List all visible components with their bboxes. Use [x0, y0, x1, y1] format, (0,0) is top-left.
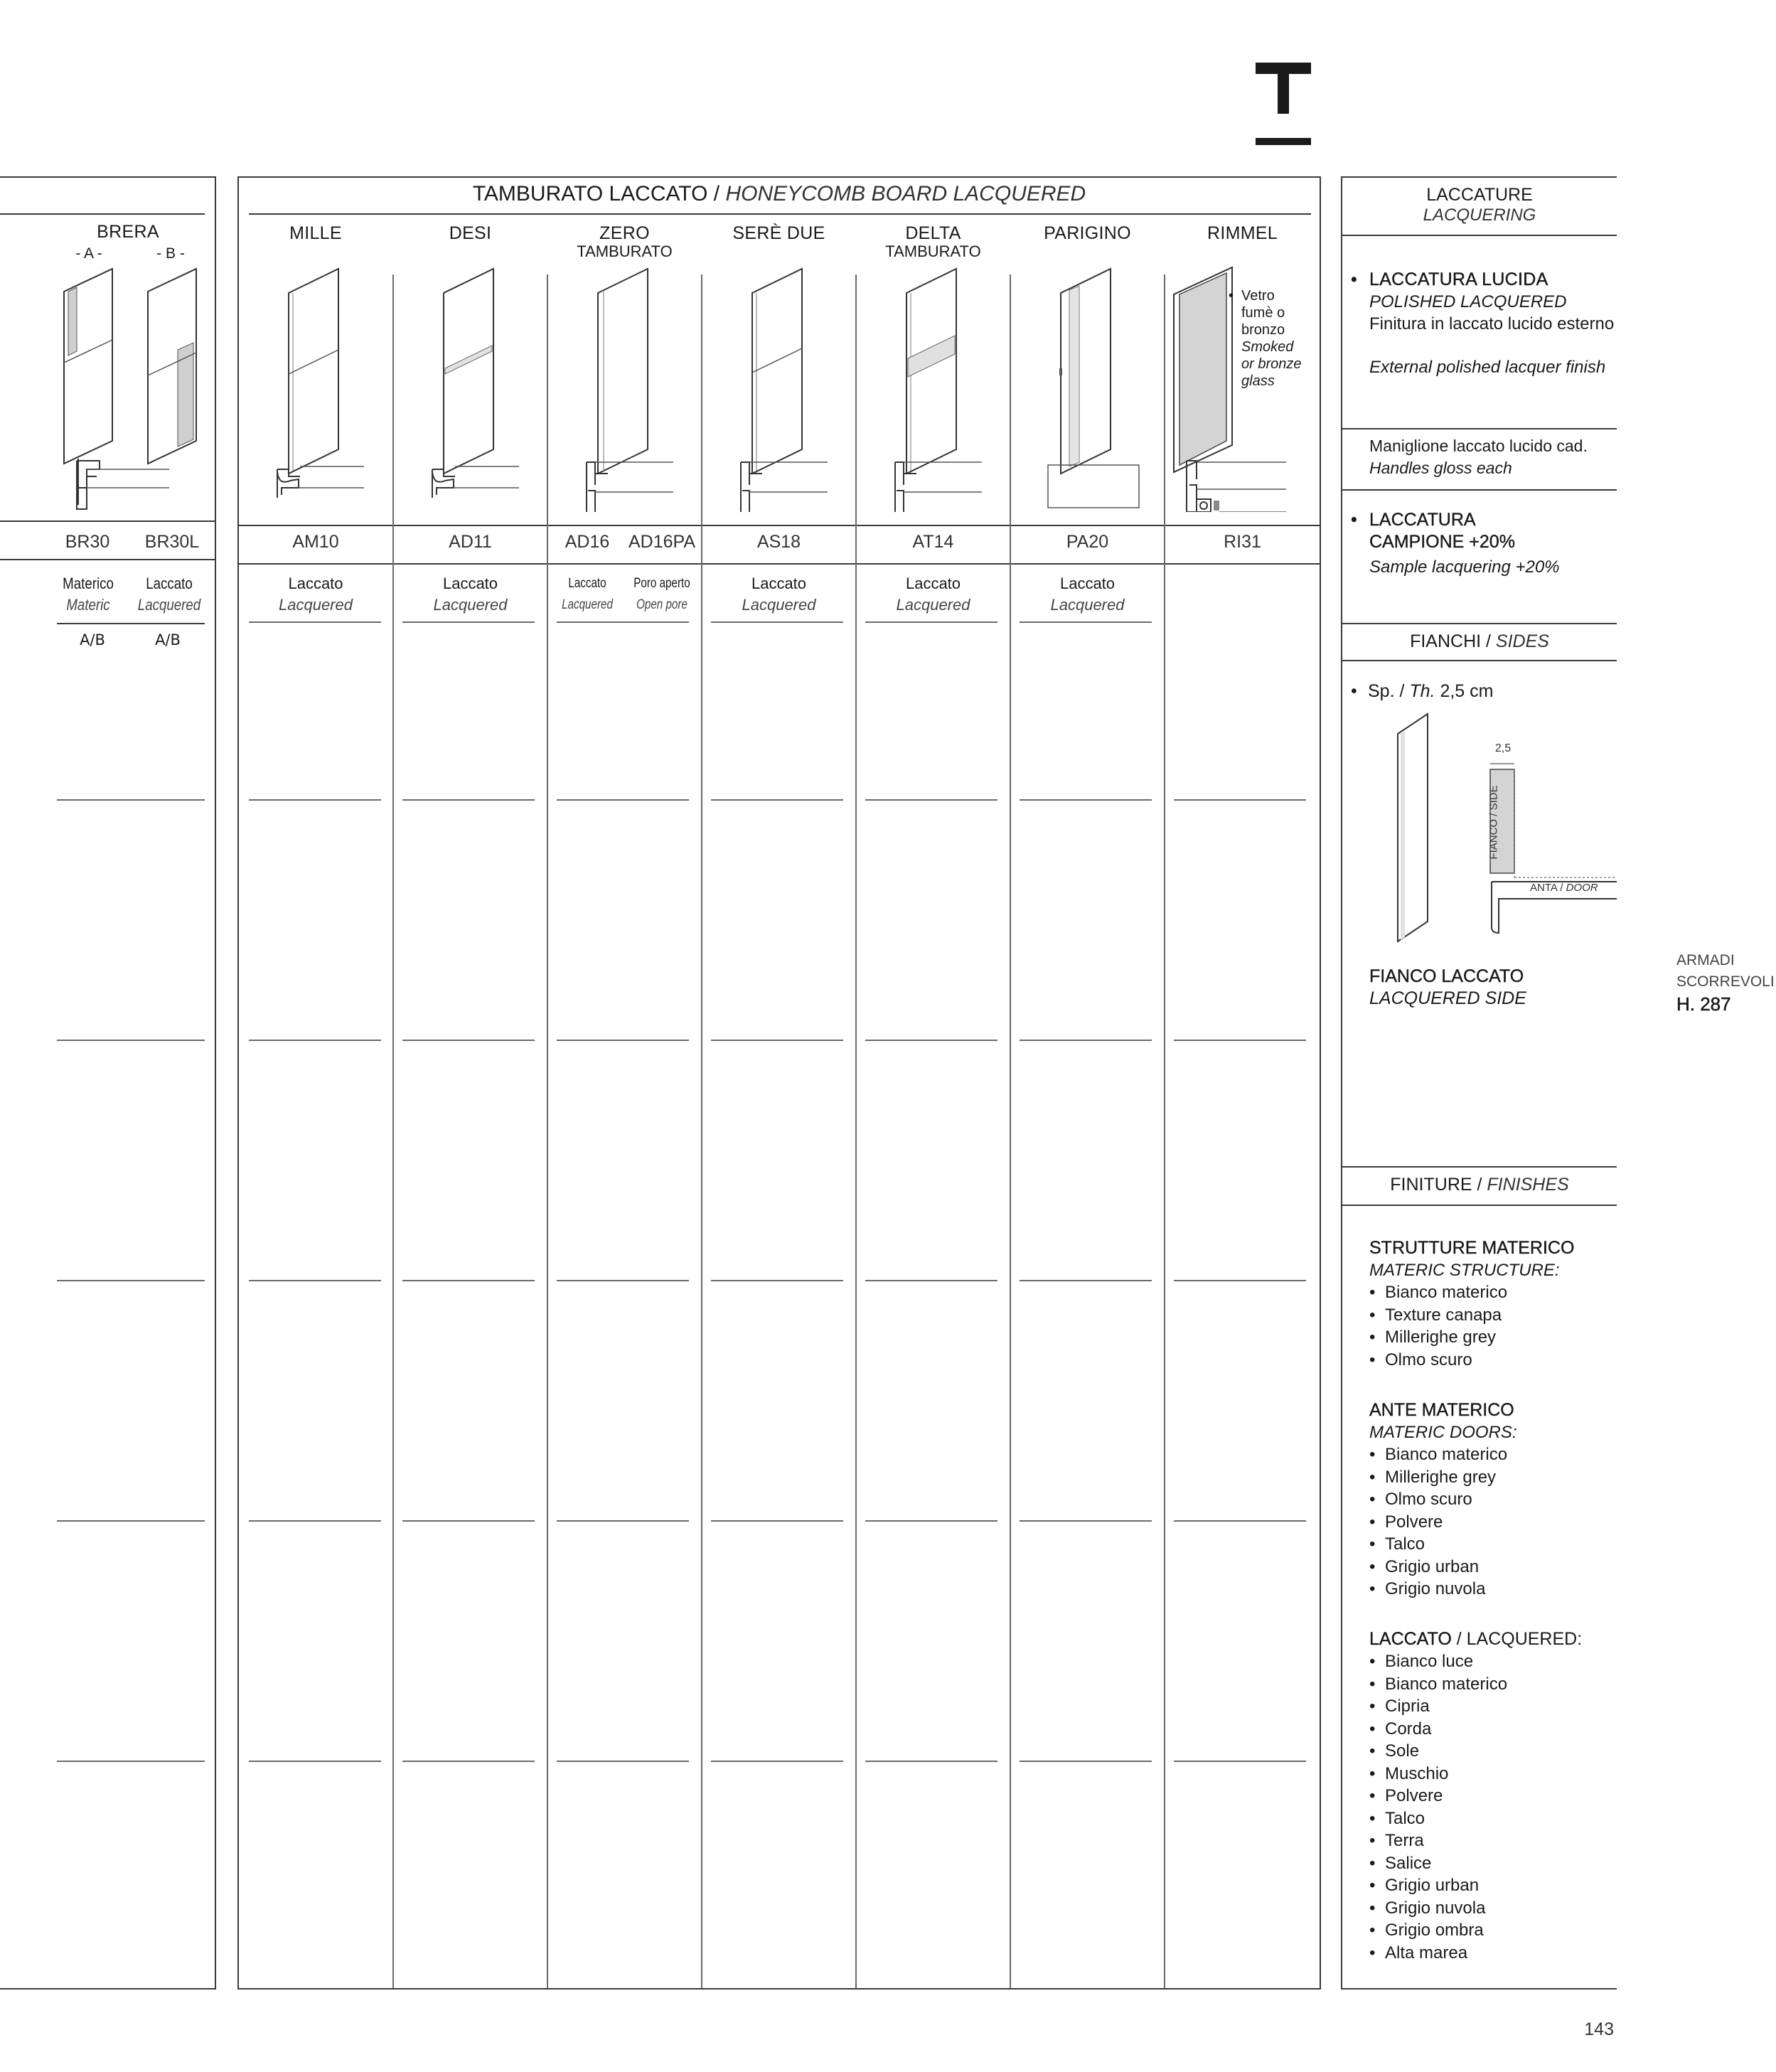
brera-profile-drawing — [71, 455, 171, 512]
main-title: TAMBURATO LACCATO / HONEYCOMB BOARD LACQUERED — [472, 182, 1086, 205]
brera-ab-b: A/B — [155, 631, 181, 648]
door-drawing-parigino — [1011, 263, 1164, 512]
finish-item: • Grigio urban — [1369, 1556, 1617, 1579]
code-at14: AT14 — [912, 532, 954, 552]
finish-item: • Bianco materico — [1369, 1443, 1617, 1466]
brera-ab-a: A/B — [80, 631, 105, 648]
fianchi-header: FIANCHI / SIDES — [1410, 631, 1549, 651]
ante-materico: ANTE MATERICO MATERIC DOORS: • Bianco materico • Millerighe grey • Olmo scuro • Polvere • Talco • Grigio urban • Grigio nuvola — [1369, 1399, 1617, 1601]
brera-variant-b: - B - — [156, 245, 185, 262]
finish-item: • Millerighe grey — [1369, 1326, 1617, 1349]
laccature-header: LACCATURE LACQUERING — [1423, 185, 1536, 225]
code-pa20: PA20 — [1066, 532, 1109, 552]
anta-door-label: ANTA / DOOR — [1530, 882, 1598, 894]
fianchi-thickness: • Sp. / Th. 2,5 cm — [1351, 681, 1617, 702]
col-name-rimmel: RIMMEL — [1207, 223, 1278, 243]
brera-variant-a: - A - — [75, 245, 102, 262]
col-name-desi: DESI — [449, 223, 492, 243]
door-drawing-zero — [548, 263, 701, 512]
code-br30: BR30 — [65, 532, 110, 552]
door-drawing-sere-due — [702, 263, 855, 512]
maniglione-note: Maniglione laccato lucido cad. Handles gloss each — [1369, 437, 1588, 477]
finish-desi: Laccato Lacquered — [433, 575, 508, 614]
finish-item: • Salice — [1369, 1852, 1617, 1875]
laccatura-lucida: • LACCATURA LUCIDA POLISHED LACQUERED Finitura in laccato lucido esterno External polished lacquer finish — [1351, 269, 1617, 378]
finish-item: • Terra — [1369, 1830, 1617, 1852]
col-name-sere-due: SERÈ DUE — [732, 223, 825, 243]
door-drawing-delta — [857, 263, 1010, 512]
finish-parigino: Laccato Lacquered — [1050, 575, 1125, 614]
finish-item: • Muschio — [1369, 1763, 1617, 1785]
code-ad11: AD11 — [449, 532, 492, 552]
code-as18: AS18 — [756, 532, 801, 552]
brera-finish-a: Materico Materic — [63, 575, 114, 614]
finish-item: • Grigio nuvola — [1369, 1897, 1617, 1920]
fianco-dimension-label: 2,5 — [1494, 742, 1512, 754]
code-ri31: RI31 — [1224, 532, 1261, 552]
finish-zero-laccato: Laccato Lacquered — [562, 576, 613, 612]
strutture-list — [1369, 1281, 1617, 1371]
finish-item: • Corda — [1369, 1718, 1617, 1741]
laccatura-campione: • LACCATURA CAMPIONE +20% Sample lacquering +20% — [1351, 509, 1617, 578]
door-drawing-desi — [394, 263, 547, 512]
door-drawing-mille — [239, 263, 392, 512]
code-ad16: AD16 — [565, 532, 610, 552]
col-name-mille: MILLE — [289, 223, 342, 243]
finish-item: • Bianco materico — [1369, 1281, 1617, 1304]
col-name-delta: DELTA TAMBURATO — [885, 223, 981, 260]
finish-item: • Alta marea — [1369, 1942, 1617, 1965]
laccato-list — [1369, 1650, 1617, 1964]
finish-item: • Texture canapa — [1369, 1304, 1617, 1327]
finish-item: • Grigio nuvola — [1369, 1578, 1617, 1601]
finiture-header: FINITURE / FINISHES — [1390, 1175, 1569, 1195]
code-ad16pa: AD16PA — [628, 532, 696, 552]
page-number: 143 — [1584, 2019, 1614, 2039]
finish-item: • Talco — [1369, 1807, 1617, 1830]
finish-item: • Sole — [1369, 1740, 1617, 1763]
finish-item: • Bianco luce — [1369, 1650, 1617, 1673]
strutture-materico: STRUTTURE MATERICO MATERIC STRUCTURE: • Bianco materico • Texture canapa • Millerighe grey • Olmo scuro — [1369, 1237, 1617, 1371]
finish-delta: Laccato Lacquered — [896, 575, 970, 614]
col-name-parigino: PARIGINO — [1044, 223, 1131, 243]
brera-finish-b: Laccato Lacquered — [137, 575, 201, 614]
finish-item: • Olmo scuro — [1369, 1349, 1617, 1372]
brand-logo — [1251, 55, 1315, 149]
section-side-tab: ARMADI SCORREVOLI H. 287 — [1676, 952, 1775, 1015]
fianco-laccato: FIANCO LACCATO LACQUERED SIDE — [1369, 966, 1526, 1008]
finish-sere-due: Laccato Lacquered — [742, 575, 816, 614]
laccato-finishes: LACCATO / LACQUERED: • Bianco luce • Bianco materico • Cipria • Corda • Sole • Muschio • Polvere • Talco • Terra • Salice • Grigio urban • Grigio nuvola • Grigio ombra • Alta marea — [1369, 1628, 1617, 1964]
finish-zero-poro-aperto: Poro aperto Open pore — [633, 576, 690, 612]
finish-item: • Olmo scuro — [1369, 1488, 1617, 1511]
finish-mille: Laccato Lacquered — [279, 575, 353, 614]
rimmel-glass-note: • Vetro fumè o bronzo Smoked or bronze glass — [1229, 287, 1314, 390]
logo-graphic — [1251, 55, 1315, 149]
finish-item: • Polvere — [1369, 1511, 1617, 1534]
finish-item: • Grigio ombra — [1369, 1919, 1617, 1942]
finish-item: • Cipria — [1369, 1695, 1617, 1718]
col-name-zero: ZERO TAMBURATO — [577, 223, 673, 260]
finish-item: • Polvere — [1369, 1785, 1617, 1807]
code-br30l: BR30L — [144, 532, 200, 552]
code-am10: AM10 — [292, 532, 339, 552]
finish-item: • Bianco materico — [1369, 1673, 1617, 1696]
finish-item: • Millerighe grey — [1369, 1466, 1617, 1489]
ante-list — [1369, 1443, 1617, 1601]
brera-title: BRERA — [97, 222, 159, 242]
finish-item: • Talco — [1369, 1533, 1617, 1556]
finish-item: • Grigio urban — [1369, 1874, 1617, 1897]
fianco-side-label: FIANCO / SIDE — [1487, 785, 1500, 860]
